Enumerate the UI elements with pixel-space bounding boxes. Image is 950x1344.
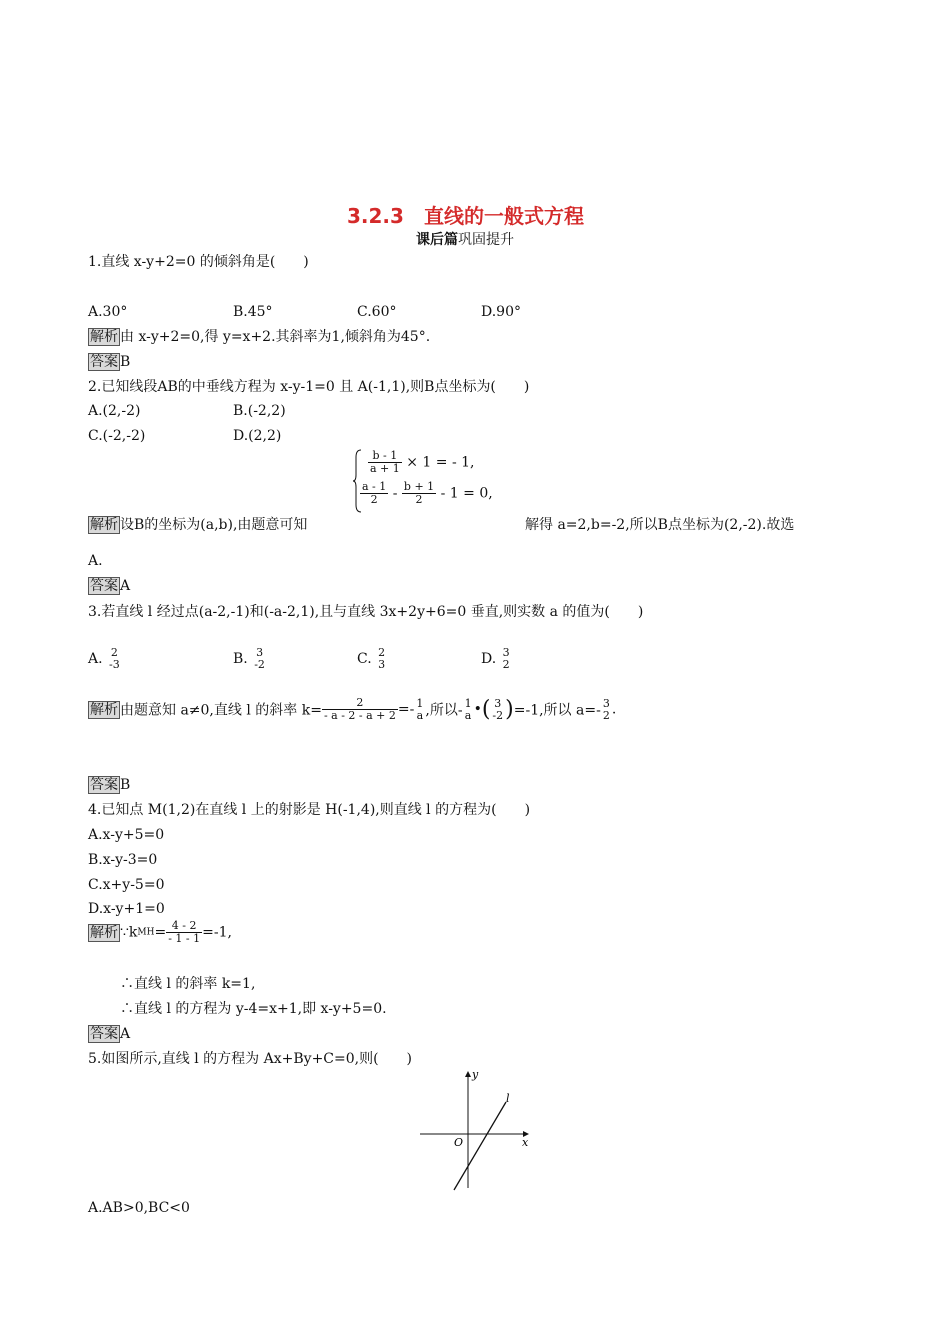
- q3-f4-num: 3: [494, 696, 502, 710]
- q1-stem: 1.直线 x-y+2=0 的倾斜角是( ): [88, 254, 309, 270]
- q3-stem: 3.若直线 l 经过点(a-2,-1)和(-a-2,1),且与直线 3x+2y+6=0 垂直,则实数 a 的值为( ): [88, 604, 644, 620]
- q1-analysis-text: 由 x-y+2=0,得 y=x+2.其斜率为1,倾斜角为45°.: [120, 329, 431, 345]
- q2-row1-rest: × 1 = - 1,: [406, 454, 475, 471]
- q3-a-den: -3: [109, 658, 120, 671]
- q2-row1-num: b - 1: [368, 450, 402, 463]
- q3-answer: [88, 776, 130, 794]
- q3-slope-den: - a - 2 - a + 2: [323, 709, 396, 722]
- q2-answer-value: A: [120, 578, 131, 594]
- q1-option-b: B.45°: [233, 304, 273, 320]
- q3-paren-close: ): [505, 697, 514, 722]
- q2-row2-den2: 2: [415, 493, 423, 506]
- q2-analysis-end: A.: [88, 553, 103, 569]
- q3-inv-a-fraction: [414, 698, 425, 722]
- q4-analysis-text2: =-1,: [202, 924, 232, 941]
- analysis-tag: 解析: [90, 701, 118, 718]
- q2-row2-fraction1: [360, 481, 388, 506]
- q4-option-c: C.x+y-5=0: [88, 877, 165, 893]
- q3-analysis-text5: =-1,所以 a=-: [513, 702, 601, 719]
- q3-inv-a-num: 1: [416, 696, 424, 710]
- answer-tag: 答案: [90, 578, 118, 594]
- q3-slope-fraction: [322, 697, 398, 722]
- q4-answer: [88, 1025, 130, 1043]
- q3-f4-den: -2: [492, 708, 504, 722]
- answer-tag: 答案: [90, 354, 118, 370]
- q3-analysis: [88, 697, 616, 722]
- q3-c-num: 2: [378, 646, 386, 659]
- q3-analysis-dot: •: [473, 701, 482, 718]
- q3-option-a-fraction: [107, 647, 122, 671]
- page-title: 3.2.3 直线的一般式方程: [347, 204, 584, 228]
- q4-answer-value: A: [120, 1026, 131, 1042]
- y-axis-label: y: [472, 1068, 479, 1081]
- q3-option-c-fraction: [376, 647, 387, 671]
- analysis-tag: 解析: [90, 924, 118, 941]
- q1-answer: [88, 353, 130, 371]
- q4-analysis: [88, 920, 232, 945]
- q3-b-den: -2: [254, 658, 265, 671]
- q2-row2-rest: - 1 = 0,: [440, 485, 493, 502]
- q5-graph: [418, 1066, 534, 1192]
- subtitle-bold: 课后篇: [416, 232, 458, 248]
- q3-paren-open: (: [481, 697, 491, 722]
- q3-option-d: [481, 647, 512, 671]
- q2-row2-minus: -: [392, 485, 398, 502]
- q4-slope-den: - 1 - 1: [168, 932, 201, 945]
- q2-row1-den: a + 1: [370, 462, 400, 475]
- q3-option-d-label: D.: [481, 651, 497, 667]
- q2-option-d: D.(2,2): [233, 428, 282, 444]
- q2-row2-fraction2: [402, 481, 436, 506]
- answer-tag: 答案: [90, 777, 118, 793]
- x-axis-label: x: [522, 1136, 529, 1149]
- q1-analysis: [88, 328, 430, 346]
- q3-option-c-label: C.: [357, 651, 372, 667]
- q1-option-c: C.60°: [357, 304, 397, 320]
- q2-stem: 2.已知线段AB的中垂线方程为 x-y-1=0 且 A(-1,1),则B点坐标为( ): [88, 379, 530, 395]
- q4-slope-num: 4 - 2: [166, 920, 202, 933]
- q2-system-row2: [360, 481, 493, 506]
- q3-result-num: 3: [602, 696, 610, 710]
- q3-option-a: [88, 647, 122, 671]
- q2-option-b: B.(-2,2): [233, 403, 286, 419]
- q1-option-d: D.90°: [481, 304, 521, 320]
- q3-analysis-text1: 由题意知 a≠0,直线 l 的斜率 k=: [120, 702, 322, 719]
- q4-option-b: B.x-y-3=0: [88, 852, 158, 868]
- q5-option-a: A.AB>0,BC<0: [88, 1200, 190, 1216]
- q4-option-a: A.x-y+5=0: [88, 827, 165, 843]
- q3-neg-three-halves-fraction: [490, 698, 505, 722]
- q2-row2-num2: b + 1: [403, 480, 435, 493]
- line-l-label: l: [506, 1092, 510, 1105]
- q3-c-den: 3: [378, 658, 386, 671]
- q3-option-b-label: B.: [233, 651, 248, 667]
- q1-answer-value: B: [120, 354, 131, 370]
- q4-stem: 4.已知点 M(1,2)在直线 l 上的射影是 H(-1,4),则直线 l 的方程为( ): [88, 802, 531, 818]
- q2-option-a: A.(2,-2): [88, 403, 141, 419]
- q3-option-d-fraction: [501, 647, 512, 671]
- q2-row2-den1: 2: [370, 493, 378, 506]
- q3-inv-a2-num: 1: [464, 696, 472, 710]
- q4-analysis-text1: ∵k: [120, 924, 138, 941]
- q3-option-b: [233, 647, 267, 671]
- q2-row1-fraction: [368, 450, 402, 475]
- q2-analysis-cont: 解得 a=2,b=-2,所以B点坐标为(2,-2).故选: [525, 517, 795, 533]
- q4-analysis-line2: ∴直线 l 的斜率 k=1,: [120, 976, 256, 992]
- answer-tag: 答案: [90, 1026, 118, 1042]
- q5-stem: 5.如图所示,直线 l 的方程为 Ax+By+C=0,则( ): [88, 1051, 413, 1067]
- analysis-tag: 解析: [90, 517, 118, 533]
- q2-analysis-text: 设B的坐标为(a,b),由题意可知: [120, 517, 308, 533]
- q3-option-a-label: A.: [88, 651, 103, 667]
- q3-analysis-text3: ,所以-: [425, 702, 463, 719]
- q2-system-row1: [368, 450, 475, 475]
- origin-label: O: [454, 1136, 464, 1149]
- q2-row2-num1: a - 1: [362, 480, 387, 493]
- q2-analysis: [88, 516, 307, 534]
- q3-inv-a2-fraction: [463, 698, 474, 722]
- q3-b-num: 3: [256, 646, 264, 659]
- q3-result-den: 2: [602, 708, 610, 722]
- q3-analysis-text2: =-: [397, 701, 415, 718]
- q3-option-b-fraction: [252, 647, 267, 671]
- q3-a-num: 2: [110, 646, 118, 659]
- analysis-tag: 解析: [90, 329, 118, 345]
- q2-option-c: C.(-2,-2): [88, 428, 146, 444]
- q4-slope-fraction: [166, 920, 202, 945]
- q4-equals: =: [154, 924, 167, 941]
- q3-inv-a2-den: a: [464, 708, 472, 722]
- q4-k-subscript: MH: [137, 927, 155, 938]
- q3-d-den: 2: [502, 658, 510, 671]
- q3-inv-a-den: a: [416, 708, 424, 722]
- q2-answer: [88, 577, 130, 595]
- q1-option-a: A.30°: [88, 304, 128, 320]
- q3-d-num: 3: [502, 646, 510, 659]
- q3-option-c: [357, 647, 387, 671]
- q4-option-d: D.x-y+1=0: [88, 901, 165, 917]
- q3-result-fraction: [601, 698, 612, 722]
- q3-answer-value: B: [120, 777, 131, 793]
- q3-slope-num: 2: [322, 697, 398, 710]
- page-subtitle: [416, 229, 514, 249]
- q3-analysis-end: .: [611, 701, 617, 718]
- q4-analysis-line3: ∴直线 l 的方程为 y-4=x+1,即 x-y+5=0.: [120, 1001, 387, 1017]
- subtitle-rest: 巩固提升: [458, 232, 514, 248]
